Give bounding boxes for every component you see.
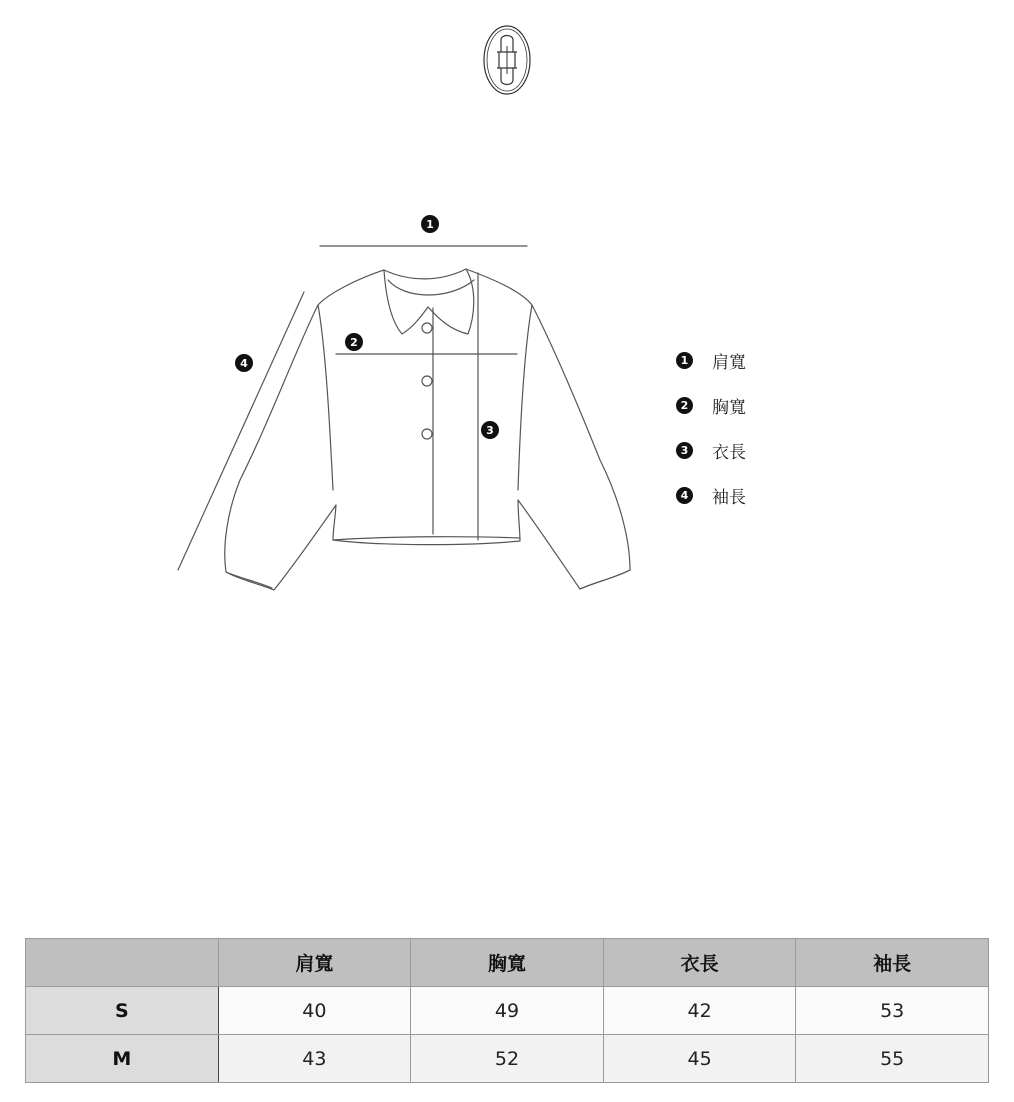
table-row [26, 1035, 989, 1083]
legend-label: 衣長 [712, 442, 746, 463]
marker-1-label: 1 [426, 218, 434, 231]
legend-item [676, 483, 746, 507]
column-header: 袖長 [796, 939, 989, 987]
column-header: 衣長 [603, 939, 796, 987]
button [422, 323, 432, 333]
table-cell: 43 [218, 1035, 411, 1083]
table-cell: 45 [603, 1035, 796, 1083]
column-header: 胸寬 [411, 939, 604, 987]
legend-number-badge: 3 [676, 442, 693, 459]
table-cell: 49 [411, 987, 604, 1035]
size-label: S [26, 987, 219, 1035]
legend-item [676, 348, 746, 372]
legend-item [676, 438, 746, 462]
table-row [26, 987, 989, 1035]
column-header: 肩寬 [218, 939, 411, 987]
table-header-row [26, 939, 989, 987]
legend-label: 袖長 [712, 487, 746, 508]
button [422, 429, 432, 439]
table-cell: 53 [796, 987, 989, 1035]
legend-label: 胸寬 [712, 397, 746, 418]
size-label: M [26, 1035, 219, 1083]
button [422, 376, 432, 386]
table-cell: 42 [603, 987, 796, 1035]
size-chart-table [25, 938, 989, 1083]
legend-number-badge: 1 [676, 352, 693, 369]
legend-label: 肩寬 [712, 352, 746, 373]
table-cell: 55 [796, 1035, 989, 1083]
sleeve-length-line [178, 292, 304, 570]
legend-item [676, 393, 746, 417]
table-cell: 40 [218, 987, 411, 1035]
marker-4-label: 4 [240, 357, 248, 370]
legend-number-badge: 2 [676, 397, 693, 414]
legend-number-badge: 4 [676, 487, 693, 504]
marker-3-label: 3 [486, 424, 494, 437]
table-cell: 52 [411, 1035, 604, 1083]
marker-2-label: 2 [350, 336, 358, 349]
table-corner-cell [26, 939, 219, 987]
